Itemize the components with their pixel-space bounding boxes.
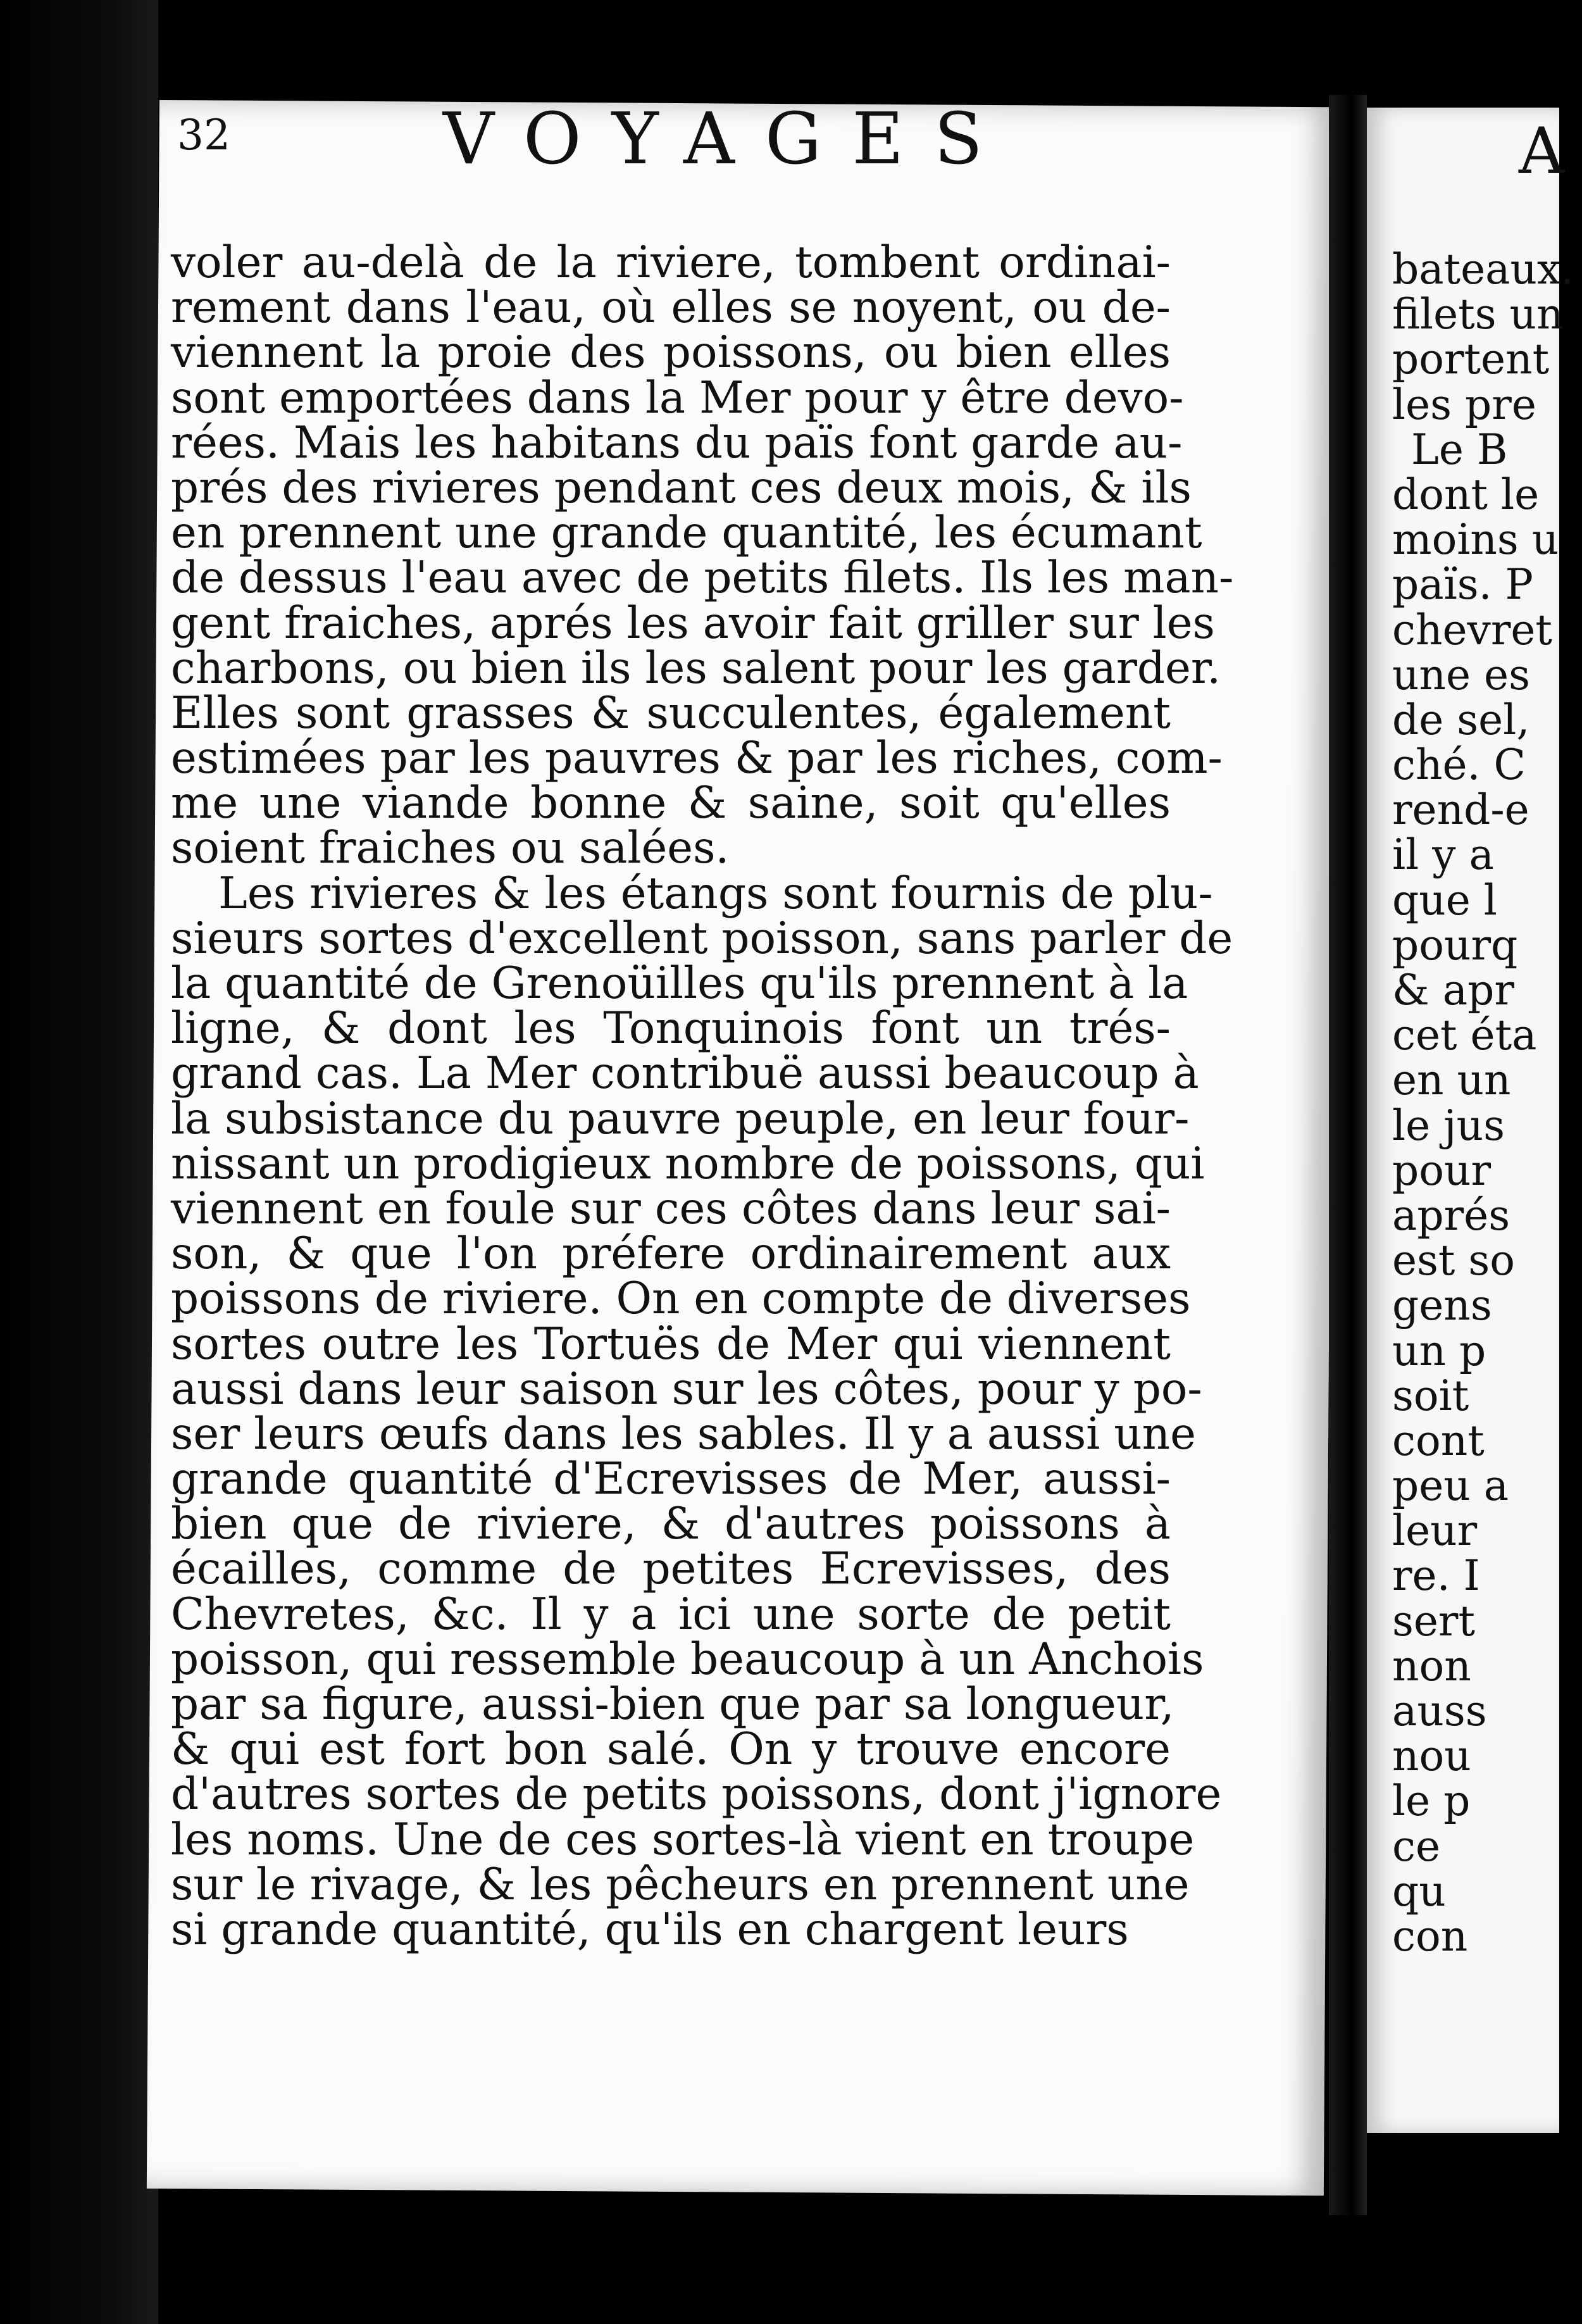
text-line: en prennent une grande quantité, les écumant bbox=[171, 508, 1202, 559]
text-line: me une viande bonne & saine, soit qu'elles bbox=[171, 778, 1171, 829]
right-text-line: dont le bbox=[1392, 470, 1540, 519]
right-text-line: ché. C bbox=[1392, 740, 1526, 790]
right-text-line: chevret bbox=[1392, 605, 1552, 654]
right-text-line: un p bbox=[1392, 1326, 1486, 1375]
right-text-line: il y a bbox=[1392, 830, 1494, 880]
text-line: les noms. Une de ces sortes-là vient en troupe bbox=[171, 1814, 1195, 1865]
right-text-line: con bbox=[1392, 1911, 1468, 1961]
text-line: soient fraiches ou salées. bbox=[171, 823, 730, 874]
right-text-line: est so bbox=[1392, 1236, 1516, 1285]
text-line: rement dans l'eau, où elles se noyent, ou de- bbox=[171, 282, 1171, 334]
right-text-line: peu a bbox=[1392, 1461, 1509, 1511]
right-running-title: A bbox=[1519, 114, 1565, 188]
right-text-line: auss bbox=[1392, 1687, 1487, 1735]
right-text-line: en un bbox=[1392, 1056, 1511, 1105]
page-header bbox=[177, 95, 1164, 180]
text-line: par sa figure, aussi-bien que par sa longueur, bbox=[171, 1679, 1174, 1730]
text-line: d'autres sortes de petits poissons, dont j'ignore bbox=[171, 1769, 1222, 1820]
text-line: la quantité de Grenoüilles qu'ils prennent à la bbox=[171, 958, 1188, 1009]
text-line: nissant un prodigieux nombre de poissons, qui bbox=[171, 1138, 1205, 1189]
right-text-line: qu bbox=[1392, 1866, 1446, 1916]
right-text-line: filets un bbox=[1392, 290, 1564, 339]
right-text-line: le p bbox=[1392, 1777, 1471, 1826]
text-line: grande quantité d'Ecrevisses de Mer, aussi- bbox=[171, 1454, 1171, 1505]
text-line: poissons de riviere. On en compte de diverses bbox=[171, 1273, 1191, 1325]
text-line: gent fraiches, aprés les avoir fait griller sur les bbox=[171, 597, 1215, 649]
running-title: VOYAGES bbox=[443, 98, 1013, 180]
text-line: sur le rivage, & les pêcheurs en prennent une bbox=[171, 1859, 1190, 1910]
text-line: rées. Mais les habitans du païs font garde au- bbox=[171, 417, 1183, 468]
text-line: Les rivieres & les étangs sont fournis de plu- bbox=[218, 868, 1213, 919]
right-text-line: soit bbox=[1392, 1371, 1469, 1420]
text-line: sieurs sortes d'excellent poisson, sans parler de bbox=[171, 913, 1233, 964]
right-text-line: sert bbox=[1392, 1596, 1476, 1646]
text-line: ligne, & dont les Tonquinois font un trés- bbox=[171, 1003, 1171, 1054]
text-line: poisson, qui ressemble beaucoup à un Anchois bbox=[171, 1634, 1204, 1685]
right-text-line: aprés bbox=[1392, 1190, 1510, 1240]
text-line: la subsistance du pauvre peuple, en leur four- bbox=[171, 1093, 1190, 1144]
text-line: Elles sont grasses & succulentes, également bbox=[171, 687, 1171, 739]
right-text-line: & apr bbox=[1392, 966, 1514, 1015]
right-text-line: les pre bbox=[1392, 380, 1536, 429]
text-line: écailles, comme de petites Ecrevisses, des bbox=[171, 1544, 1171, 1595]
right-page-text bbox=[1392, 247, 1582, 1959]
text-line: ser leurs œufs dans les sables. Il y a aussi une bbox=[171, 1408, 1196, 1459]
right-text-line: re. I bbox=[1392, 1551, 1480, 1601]
right-text-line: ce bbox=[1392, 1821, 1441, 1871]
text-line: viennent en foule sur ces côtes dans leur sai- bbox=[171, 1183, 1171, 1234]
right-text-line: de sel, bbox=[1392, 695, 1530, 744]
right-text-line: le jus bbox=[1392, 1101, 1505, 1150]
right-text-line: portent bbox=[1392, 335, 1550, 384]
body-text bbox=[171, 237, 1234, 1955]
right-text-line: non bbox=[1392, 1641, 1471, 1690]
text-line: prés des rivieres pendant ces deux mois, & ils bbox=[171, 462, 1192, 513]
text-line: son, & que l'on préfere ordinairement aux bbox=[171, 1228, 1171, 1280]
right-text-line: nou bbox=[1392, 1732, 1471, 1781]
text-line: viennent la proie des poissons, ou bien elles bbox=[171, 327, 1171, 378]
right-text-line: une es bbox=[1392, 650, 1530, 699]
text-line: bien que de riviere, & d'autres poissons à bbox=[171, 1499, 1171, 1550]
text-line: charbons, ou bien ils les salent pour les garder. bbox=[171, 642, 1221, 694]
right-text-line: pourq bbox=[1392, 920, 1518, 970]
scan-border-left bbox=[0, 0, 158, 2324]
right-text-line: Le B bbox=[1411, 425, 1508, 474]
text-line: voler au-delà de la riviere, tombent ordinai- bbox=[171, 237, 1171, 288]
text-line: sont emportées dans la Mer pour y être devo- bbox=[171, 372, 1184, 423]
page-number: 32 bbox=[177, 111, 230, 159]
right-text-line: bateaux. bbox=[1392, 245, 1574, 294]
text-line: si grande quantité, qu'ils en chargent leurs bbox=[171, 1904, 1129, 1955]
text-line: aussi dans leur saison sur les côtes, pour y po- bbox=[171, 1363, 1202, 1415]
text-line: grand cas. La Mer contribuë aussi beaucoup à bbox=[171, 1048, 1199, 1099]
text-line: Chevretes, &c. Il y a ici une sorte de petit bbox=[171, 1589, 1171, 1640]
right-text-line: pour bbox=[1392, 1146, 1492, 1195]
text-line: estimées par les pauvres & par les riches, com- bbox=[171, 733, 1223, 784]
right-text-line: leur bbox=[1392, 1506, 1478, 1556]
text-line: & qui est fort bon salé. On y trouve encore bbox=[171, 1724, 1171, 1775]
right-text-line: cet éta bbox=[1392, 1011, 1537, 1060]
right-text-line: païs. P bbox=[1392, 560, 1533, 609]
right-text-line: gens bbox=[1392, 1281, 1492, 1330]
right-text-line: rend-e bbox=[1392, 785, 1529, 835]
right-text-line: que l bbox=[1392, 875, 1497, 925]
right-text-line: cont bbox=[1392, 1416, 1485, 1465]
text-line: sortes outre les Tortuës de Mer qui viennent bbox=[171, 1318, 1171, 1370]
book-gutter bbox=[1329, 95, 1367, 2215]
right-page bbox=[1367, 108, 1574, 2133]
text-line: de dessus l'eau avec de petits filets. Ils les man- bbox=[171, 553, 1234, 604]
right-text-line: moins u bbox=[1392, 515, 1559, 565]
